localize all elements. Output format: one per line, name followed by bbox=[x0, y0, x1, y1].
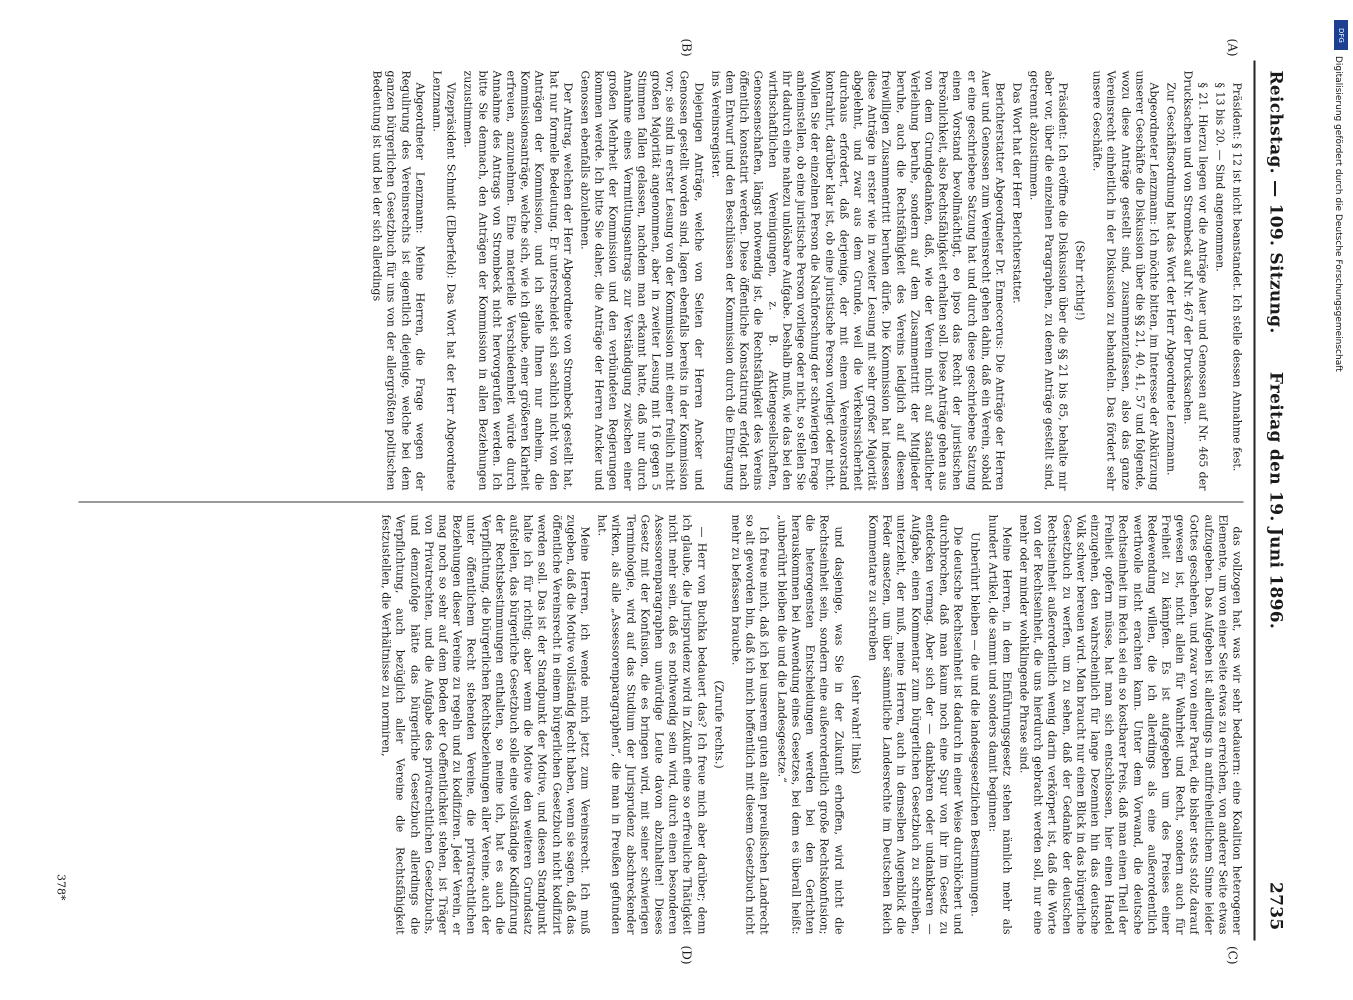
page-number: 2735 bbox=[1265, 881, 1286, 931]
header-date: Freitag den 19. Juni 1896. bbox=[1265, 371, 1286, 630]
page-header bbox=[1260, 31, 1286, 971]
header-rule bbox=[1254, 61, 1256, 941]
header-session: Reichstag. — 109. Sitzung. bbox=[1265, 70, 1286, 334]
paragraph: — Herr von Buchka bedauert das? Ich freue mich aber darüber; denn ich glaube, die Jurisprudenz wird in Zukunft eine so erfreuliche Thätigkeit nicht mehr sein, daß es nothwendig sein wird, durch einen besonderen Assessorenparagraphen unwürdige Leute davon abzuhalten! Dieses Gesetz mit der Konfusion, die es bringen wird, mit seiner schwierigen Terminologie, wird auf das Studium der Jurisprudenz abschreckender wirken, als alle „Assessorenparagraphen“, die man in Preußen gefunden hat. bbox=[595, 514, 709, 935]
paragraph: Ich freue mich, daß ich bei unserem guten alten preußischen Landrecht so alt geworden bin, daß ich mich hoffentlich mit diesem Gesetzbuch nicht mehr zu befassen brauche. bbox=[729, 514, 771, 935]
paragraph: Präsident: § 12 ist nicht beanstandet. Ich stelle dessen Annahme fest. bbox=[1230, 82, 1244, 472]
dfg-attribution-text: Digitalisierung gefördert durch die Deutsche Forschungsgemeinschaft bbox=[1333, 56, 1343, 372]
paragraph: Meine Herren, in dem Einführungsgesetz stehen nämlich mehr als hundert Artikel, die sammt und sonders damit beginnen: bbox=[986, 514, 1014, 935]
margin-mark-c: (C) bbox=[1225, 945, 1240, 965]
margin-mark-b: (B) bbox=[679, 38, 694, 57]
paragraph: Meine Herren, ich wende mich jetzt zum Vereinsrecht. Ich muß zugeben, daß die Motive vollständig Recht haben, wenn sie sagen, daß das öffentliche Vereinsrecht in einem bürgerlichen Gesetzbuch nicht kodifizirt werden soll. Das ist der Standpunkt der Motive, und diesen Standpunkt halte ich für richtig; aber wenn die Motive den weiteren Grundsatz aufstellen, das bürgerliche Gesetzbuch solle eine vollständige Kodifizirung der Rechtsbestimmungen enthalten, so meine ich, hat es auch die Verpflichtung, die bürgerlichen Rechtsbeziehungen aller Vereine, auch der unter öffentlichem Recht stehenden Vereine, die privatrechtlichen Beziehungen dieser Vereine zu regeln und zu kodifiziren. Jeder Verein, er mag noch so sehr auf dem Boden der Oeffentlichkeit stehen, ist Träger von Privatrechten, und die Aufgabe des privatrechtlichen Gesetzbuchs, und demzufolge hätte das bürgerliche Gesetzbuch allerdings die Verpflichtung, auch bezüglich aller Vereine die Rechtsfähigkeit festzustellen, die Verhältnisse zu normiren, bbox=[379, 514, 592, 935]
margin-mark-d: (D) bbox=[679, 945, 694, 965]
margin-mark-a: (A) bbox=[1225, 38, 1240, 57]
paragraph: Zur Geschäftsordnung hat das Wort der Herr Abgeordnete Lenzmann. bbox=[1164, 82, 1178, 476]
interjection: (sehr wahr! links) bbox=[849, 674, 863, 775]
paragraph: Abgeordneter Lenzmann: Ich möchte bitten, im Interesse der Abkürzung unserer Geschäfte die Diskussion über die §§ 21, 40, 41, 57 und folgende, wozu diese Anträge gestellt sind, zusammenzufassen, also das ganze Vereinsrecht einheitlich in der Diskussion zu behandeln. Das fördert sehr unsere Geschäfte. bbox=[1090, 70, 1161, 491]
document-page bbox=[49, 31, 1304, 971]
column-divider bbox=[79, 502, 1244, 503]
interjection: (Zurufe rechts.) bbox=[712, 680, 726, 769]
right-column bbox=[79, 515, 1244, 935]
paragraph: Diejenigen Anträge, welche von Seiten der Herren Ancker und Genossen gestellt worden sind, lagen ebenfalls bereits in der Kommission vor; sie sind in erster Lesung von der Kommission mit einer freilich nicht großen Majorität angenommen, aber in zweiter Lesung mit 16 gegen 5 Stimmen fallen gelassen, nachdem man erkannt hatte, daß nur durch Annahme eines Vermittlungsantrags zur Verständigung zwischen einer großen Mehrheit der Kommission und den verbündeten Regierungen kommen werde. Ich bitte Sie daher, die Anträge der Herren Ancker und Genossen ebenfalls abzulehnen. bbox=[578, 70, 706, 491]
paragraph: Präsident: Ich eröffne die Diskussion über die §§ 21 bis 85, behalte mir aber vor, über die einzelnen Paragraphen, zu denen Anträge gestellt sind, getrennt abzustimmen. bbox=[1027, 70, 1070, 491]
paragraph: Das Wort hat der Herr Berichterstatter. bbox=[1010, 82, 1024, 304]
dfg-logo: DFG bbox=[1334, 20, 1348, 50]
quotation: Unberührt bleiben — die und die landesgesetzlichen Bestimmungen. bbox=[968, 532, 982, 917]
left-column bbox=[79, 71, 1244, 491]
footer-page-reference: 378* bbox=[54, 874, 68, 901]
paragraph: und dasjenige, was Sie in der Zukunft erhoffen, wird nicht die Rechtseinheit sein, sondern eine außerordentlich große Rechtskonfusion; die heterogensten Entscheidungen werden bei den Gerichten herauskommen bei Anwendung eines Gesetzes, bei dem es überall heißt: „unberührt bleiben die und die Landesgesetze.“ bbox=[775, 514, 846, 935]
dfg-attribution bbox=[1333, 20, 1351, 540]
interjection: (Sehr richtig!) bbox=[1073, 240, 1087, 321]
paragraph: § 21. Hierzu liegen vor die Anträge Auer und Genossen auf Nr. 465 der Drucksachen und von Strombeck auf Nr. 467 der Drucksachen. bbox=[1181, 70, 1210, 491]
paragraph: § 13 bis 20. — Sind angenommen. bbox=[1213, 82, 1227, 272]
paragraph: das vollzogen hat, was wir sehr bedauern: eine Koalition heterogener Elemente, um von einer Seite etwas zu erreichen, von anderer Seite etwas aufzugeben. Das Aufgeben ist allerdings in antifreiheitlichem Sinne leider Gottes geschehen, und zwar von einer Partei, die bisher stets stolz darauf gewesen ist, nicht allein für Wahrheit und Recht, sondern auch für Freiheit zu kämpfen. Es ist aufgegeben um des Preises einer Redewendung willen, die ich allerdings als eine außerordentlich werthvolle nicht erachten kann. Unter dem Vorwand, die deutsche Rechtseinheit im Reich sei ein so kostbarer Preis, daß man einen Theil der Freiheit opfern müsse, hat man sich entschlossen, hier einen Handel einzugehen, den wahrscheinlich für lange Dezennien hin das deutsche Volk schwer bereuen wird. Man braucht nur einen Blick in das bürgerliche Gesetzbuch zu werfen, um zu sehen, daß der Gedanke der deutschen Rechtseinheit außerordentlich wenig darin verkörpert ist, daß die Worte von der Rechtseinheit, die uns hierdurch gebracht werden soll, nur eine mehr oder minder wohlklingende Phrase sind. bbox=[1017, 514, 1244, 935]
paragraph: Abgeordneter Lenzmann: Meine Herren, die Frage wegen der Regulirung des Vereinsrechts ist eigentlich diejenige, welche bei dem ganzen bürgerlichen Gesetzbuch für uns von der allergrößten politischen Bedeutung ist und bei der sich allerdings bbox=[370, 70, 427, 491]
paragraph: Der Antrag, welchen der Herr Abgeordnete von Strombeck gestellt hat, hat nur formelle Bedeutung. Er unterscheidet sich sachlich nicht von den Anträgen der Kommission, und ich stelle Ihnen nur anheim, die Kommissionsanträge, welche sich, wie ich glaube, einer größeren Klarheit erfreuen, anzunehmen. Eine materielle Verschiedenheit würde durch Annahme des Antrags von Strombeck nicht hervorgerufen werden. Ich bitte Sie demnach, den Anträgen der Kommission in allen Beziehungen zuzustimmen. bbox=[461, 70, 575, 491]
paragraph: Die deutsche Rechtseinheit ist dadurch in einer Weise durchlöchert und durchbrochen, daß man kaum noch eine Spur von ihr im Gesetz zu entdecken vermag. Aber sich der — dankbaren oder undankbaren — Aufgabe, einen Kommentar zum bürgerlichen Gesetzbuch zu schreiben, unterzieht, der muß, meine Herren, auch in demselben Augenblick die Feder ansetzen, um über sämmtliche Landesrechte im Deutschen Reich Kommentare zu schreiben bbox=[866, 514, 965, 935]
paragraph: Berichterstatter Abgeordneter Dr. Enneccerus: Die Anträge der Herren Auer und Genossen zum Vereinsrecht gehen dahin, daß ein Verein, sobald er eine geschriebene Satzung hat und durch diese geschriebene Satzung einen Vorstand bevollmächtigt, eo ipso das Recht der juristischen Persönlichkeit, also Rechtsfähigkeit erhalten soll. Diese Anträge gehen aus von dem Grundgedanken, daß, wie der Verein nicht auf staatlicher Verleihung beruhe, sondern auf dem Zusammentritt der Mitglieder beruhe, auch die Rechtsfähigkeit des Vereins lediglich auf diesem freiwilligen Zusammentritt beruhen dürfe. Die Kommission hat indessen diese Anträge in erster wie in zweiter Lesung mit sehr großer Majorität abgelehnt, und zwar aus dem Grunde, weil die Verkehrssicherheit durchaus erfordert, daß derjenige, der mit einem Vereinsvorstand kontrahirt, darüber klar ist, ob eine juristische Person vorliegt oder nicht. Wollen Sie der einzelnen Person die Nachforschung der schwierigen Frage anheimstellen, ob eine juristische Person vorliege oder nicht, so stellen Sie ihr dadurch eine nahezu unlösbare Aufgabe. Deshalb muß, wie das bei den wirthschaftlichen Vereinigungen, z. B. Aktiengesellschaften, Genossenschaften, längst notwendig ist, die Rechtsfähigkeit des Vereins öffentlich konstatirt werden. Diese öffentliche Konstatirung erfolgt nach dem Entwurf und den Beschlüssen der Kommission durch die Eintragung ins Vereinsregister. bbox=[709, 70, 1007, 491]
paragraph: Vizepräsident Schmidt (Elberfeld): Das Wort hat der Herr Abgeordnete Lenzmann. bbox=[430, 70, 458, 491]
